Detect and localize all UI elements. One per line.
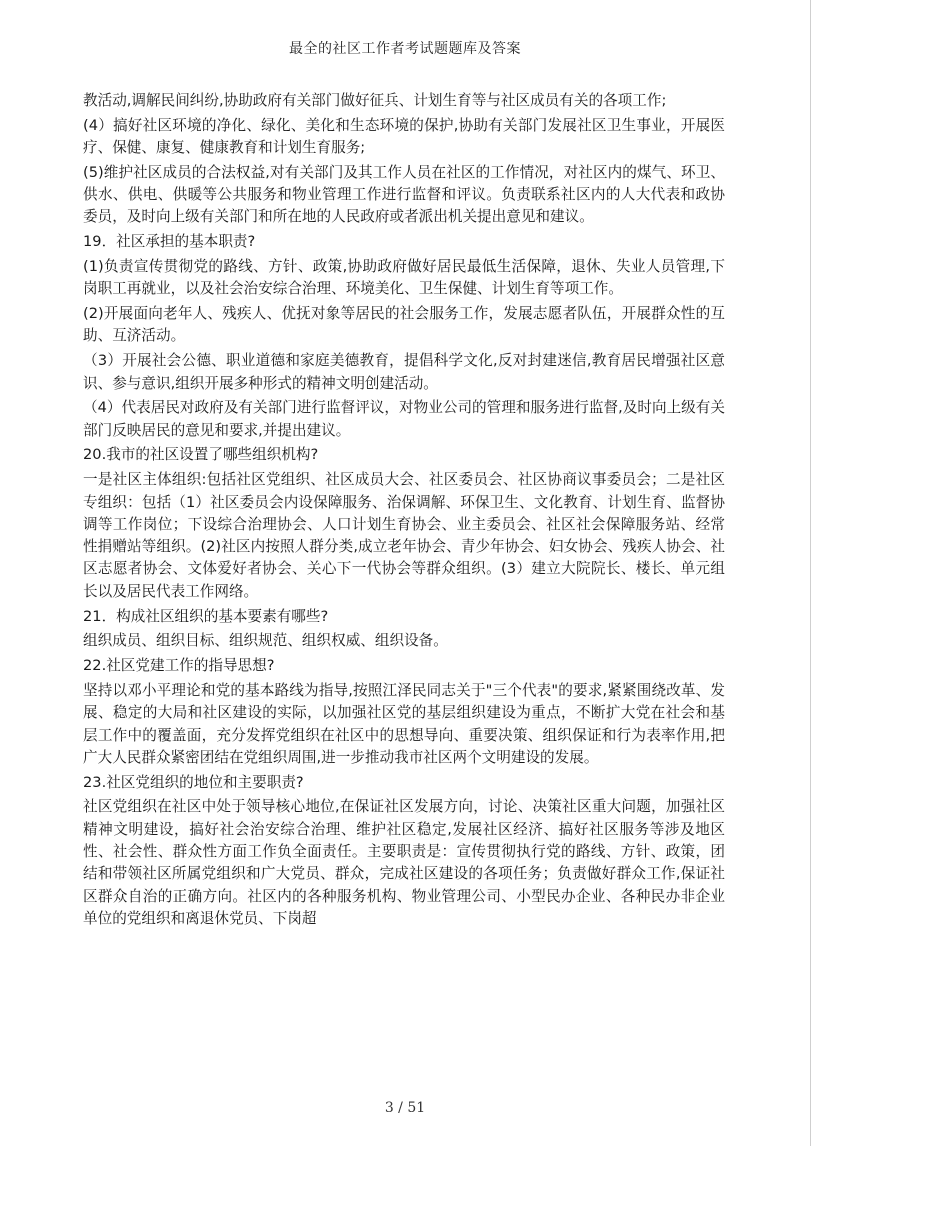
paragraph: (4）搞好社区环境的净化、绿化、美化和生态环境的保护,协助有关部门发展社区卫生事业，开展医疗、保健、康复、健康教育和计划生育服务; — [83, 116, 725, 157]
page-border — [810, 0, 811, 1146]
paragraph: （4）代表居民对政府及有关部门进行监督评议，对物业公司的管理和服务进行监督,及时向上级有关部门反映居民的意见和要求,并提出建议。 — [83, 399, 725, 439]
page-header: 最全的社区工作者考试题题库及答案 — [289, 41, 521, 57]
paragraph: (2)开展面向老年人、残疾人、优抚对象等居民的社会服务工作，发展志愿者队伍，开展群众性的互助、互济活动。 — [83, 305, 725, 345]
question-heading: 23.社区党组织的地位和主要职责? — [83, 773, 304, 791]
paragraph: 坚持以邓小平理论和党的基本路线为指导,按照江泽民同志关于"三个代表"的要求,紧紧围绕改革、发展、稳定的大局和社区建设的实际，以加强社区党的基层组织建设为重点，不断扩大党在社会和基层工作中的覆盖面，充分发挥党组织在社区中的思想导向、重要决策、组织保证和行为表率作用,把广大人民群众紧密团结在党组织周围,进一步推动我市社区两个文明建设的发展。 — [83, 681, 725, 766]
paragraph: 社区党组织在社区中处于领导核心地位,在保证社区发展方向，讨论、决策社区重大问题，加强社区精神文明建设，搞好社会治安综合治理、维护社区稳定,发展社区经济、搞好社区服务等涉及地区性、社会性、群众性方面工作负全面责任。主要职责是：宣传贯彻执行党的路线、方针、政策，团结和带领社区所属党组织和广大党员、群众，完成社区建设的各项任务；负责做好群众工作,保证社区群众自治的正确方向。社区内的各种服务机构、物业管理公司、小型民办企业、各种民办非企业单位的党组织和离退休党员、下岗超 — [83, 798, 725, 927]
paragraph: （3）开展社会公德、职业道德和家庭美德教育，提倡科学文化,反对封建迷信,教育居民增强社区意识、参与意识,组织开展多种形式的精神文明创建活动。 — [83, 352, 725, 392]
paragraph: (5)维护社区成员的合法权益,对有关部门及其工作人员在社区的工作情况，对社区内的煤气、环卫、供水、供电、供暖等公共服务和物业管理工作进行监督和评议。负责联系社区内的人大代表和政协委员，及时向上级有关部门和所在地的人民政府或者派出机关提出意见和建议。 — [83, 163, 725, 226]
document-body — [83, 90, 725, 933]
question-heading: 19．社区承担的基本职责? — [83, 233, 256, 251]
paragraph: (1)负责宣传贯彻党的路线、方针、政策,协助政府做好居民最低生活保障，退休、失业人员管理,下岗职工再就业，以及社会治安综合治理、环境美化、卫生保健、计划生育等项工作。 — [83, 258, 725, 298]
question-heading: 22.社区党建工作的指导思想? — [83, 657, 275, 675]
paragraph: 一是社区主体组织:包括社区党组织、社区成员大会、社区委员会、社区协商议事委员会；二是社区专组织：包括（1）社区委员会内设保障服务、治保调解、环保卫生、文化教育、计划生育、监督协调等工作岗位；下设综合治理协会、人口计划生育协会、业主委员会、社区社会保障服务站、经常性捐赠站等组织。(2)社区内按照人群分类,成立老年协会、青少年协会、妇女协会、残疾人协会、社区志愿者协会、文体爱好者协会、关心下一代协会等群众组织。(3）建立大院院长、楼长、单元组长以及居民代表工作网络。 — [83, 471, 725, 600]
paragraph: 教活动,调解民间纠纷,协助政府有关部门做好征兵、计划生育等与社区成员有关的各项工作; — [83, 92, 667, 109]
question-heading: 20.我市的社区设置了哪些组织机构? — [83, 446, 319, 464]
page-number: 3 / 51 — [384, 1100, 426, 1116]
paragraph: 组织成员、组织目标、组织规范、组织权威、组织设备。 — [83, 632, 448, 650]
question-heading: 21．构成社区组织的基本要素有哪些? — [83, 607, 329, 625]
